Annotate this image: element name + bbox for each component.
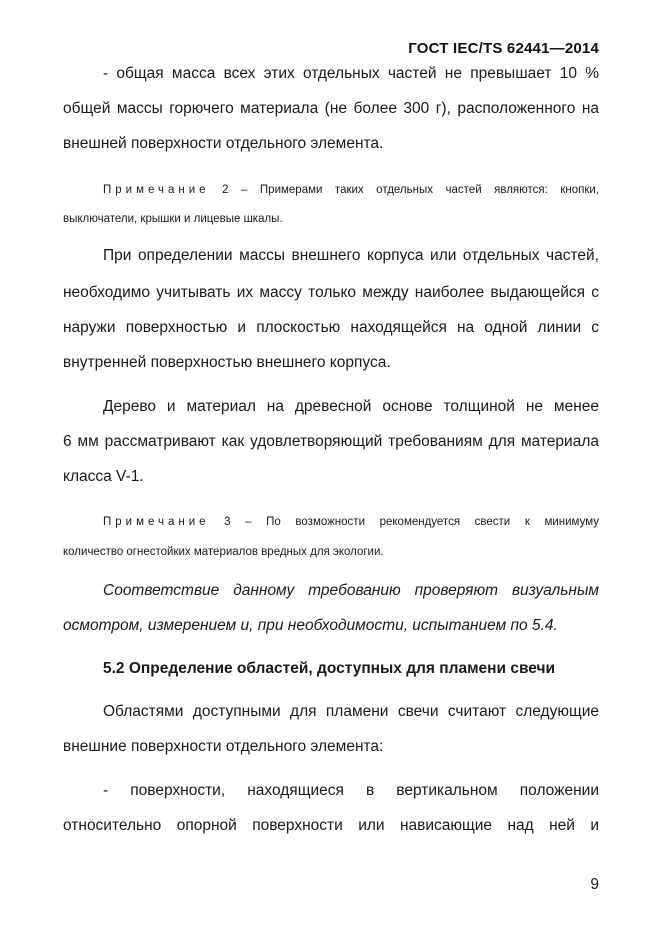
note3-line1: [63, 512, 599, 532]
para3-line1: Дерево и материал на древесной основе толщиной не менее: [103, 398, 599, 415]
compliance-line1: Соответствие данному требованию проверяют визуальным: [103, 582, 599, 599]
para3-line2: 6 мм рассматривают как удовлетворяющий требованиям для материала: [63, 433, 599, 450]
note3-line2: количество огнестойких материалов вредных для экологии.: [63, 546, 384, 558]
note3-label: Примечание: [103, 516, 210, 528]
note2-line2: выключатели, крышки и лицевые шкалы.: [63, 213, 283, 225]
para5-line1: - поверхности, находящиеся в вертикальном положении: [103, 782, 599, 799]
para1-line2: общей массы горючего материала (не более 300 г), расположенного на: [63, 100, 599, 117]
note3-text: 3 – По возможности рекомендуется свести к минимуму: [209, 516, 599, 528]
note2-line1: [63, 180, 599, 200]
para5-line2: относительно опорной поверхности или нависающие над ней и: [63, 817, 599, 834]
para2-line4: внутренней поверхностью внешнего корпуса.: [63, 354, 391, 371]
para2-line3: наружи поверхностью и плоскостью находящейся на одной линии с: [63, 319, 599, 336]
note2-text: 2 – Примерами таких отдельных частей являются: кнопки,: [209, 184, 599, 196]
page-number: 9: [590, 876, 599, 893]
para2-line1: При определении массы внешнего корпуса или отдельных частей,: [103, 247, 599, 264]
para2-line2: необходимо учитывать их массу только между наиболее выдающейся с: [63, 284, 599, 301]
standard-header: ГОСТ IEC/TS 62441—2014: [408, 40, 599, 57]
para1-line3: внешней поверхности отдельного элемента.: [63, 135, 384, 152]
para1-line1: - общая масса всех этих отдельных частей не превышает 10 %: [103, 65, 599, 82]
section-heading: 5.2 Определение областей, доступных для пламени свечи: [103, 660, 556, 677]
para3-line3: класса V-1.: [63, 468, 144, 485]
note2-label: Примечание: [103, 184, 210, 196]
para4-line2: внешние поверхности отдельного элемента:: [63, 738, 384, 755]
para4-line1: Областями доступными для пламени свечи считают следующие: [103, 703, 599, 720]
compliance-line2: осмотром, измерением и, при необходимости, испытанием по 5.4.: [63, 617, 558, 634]
